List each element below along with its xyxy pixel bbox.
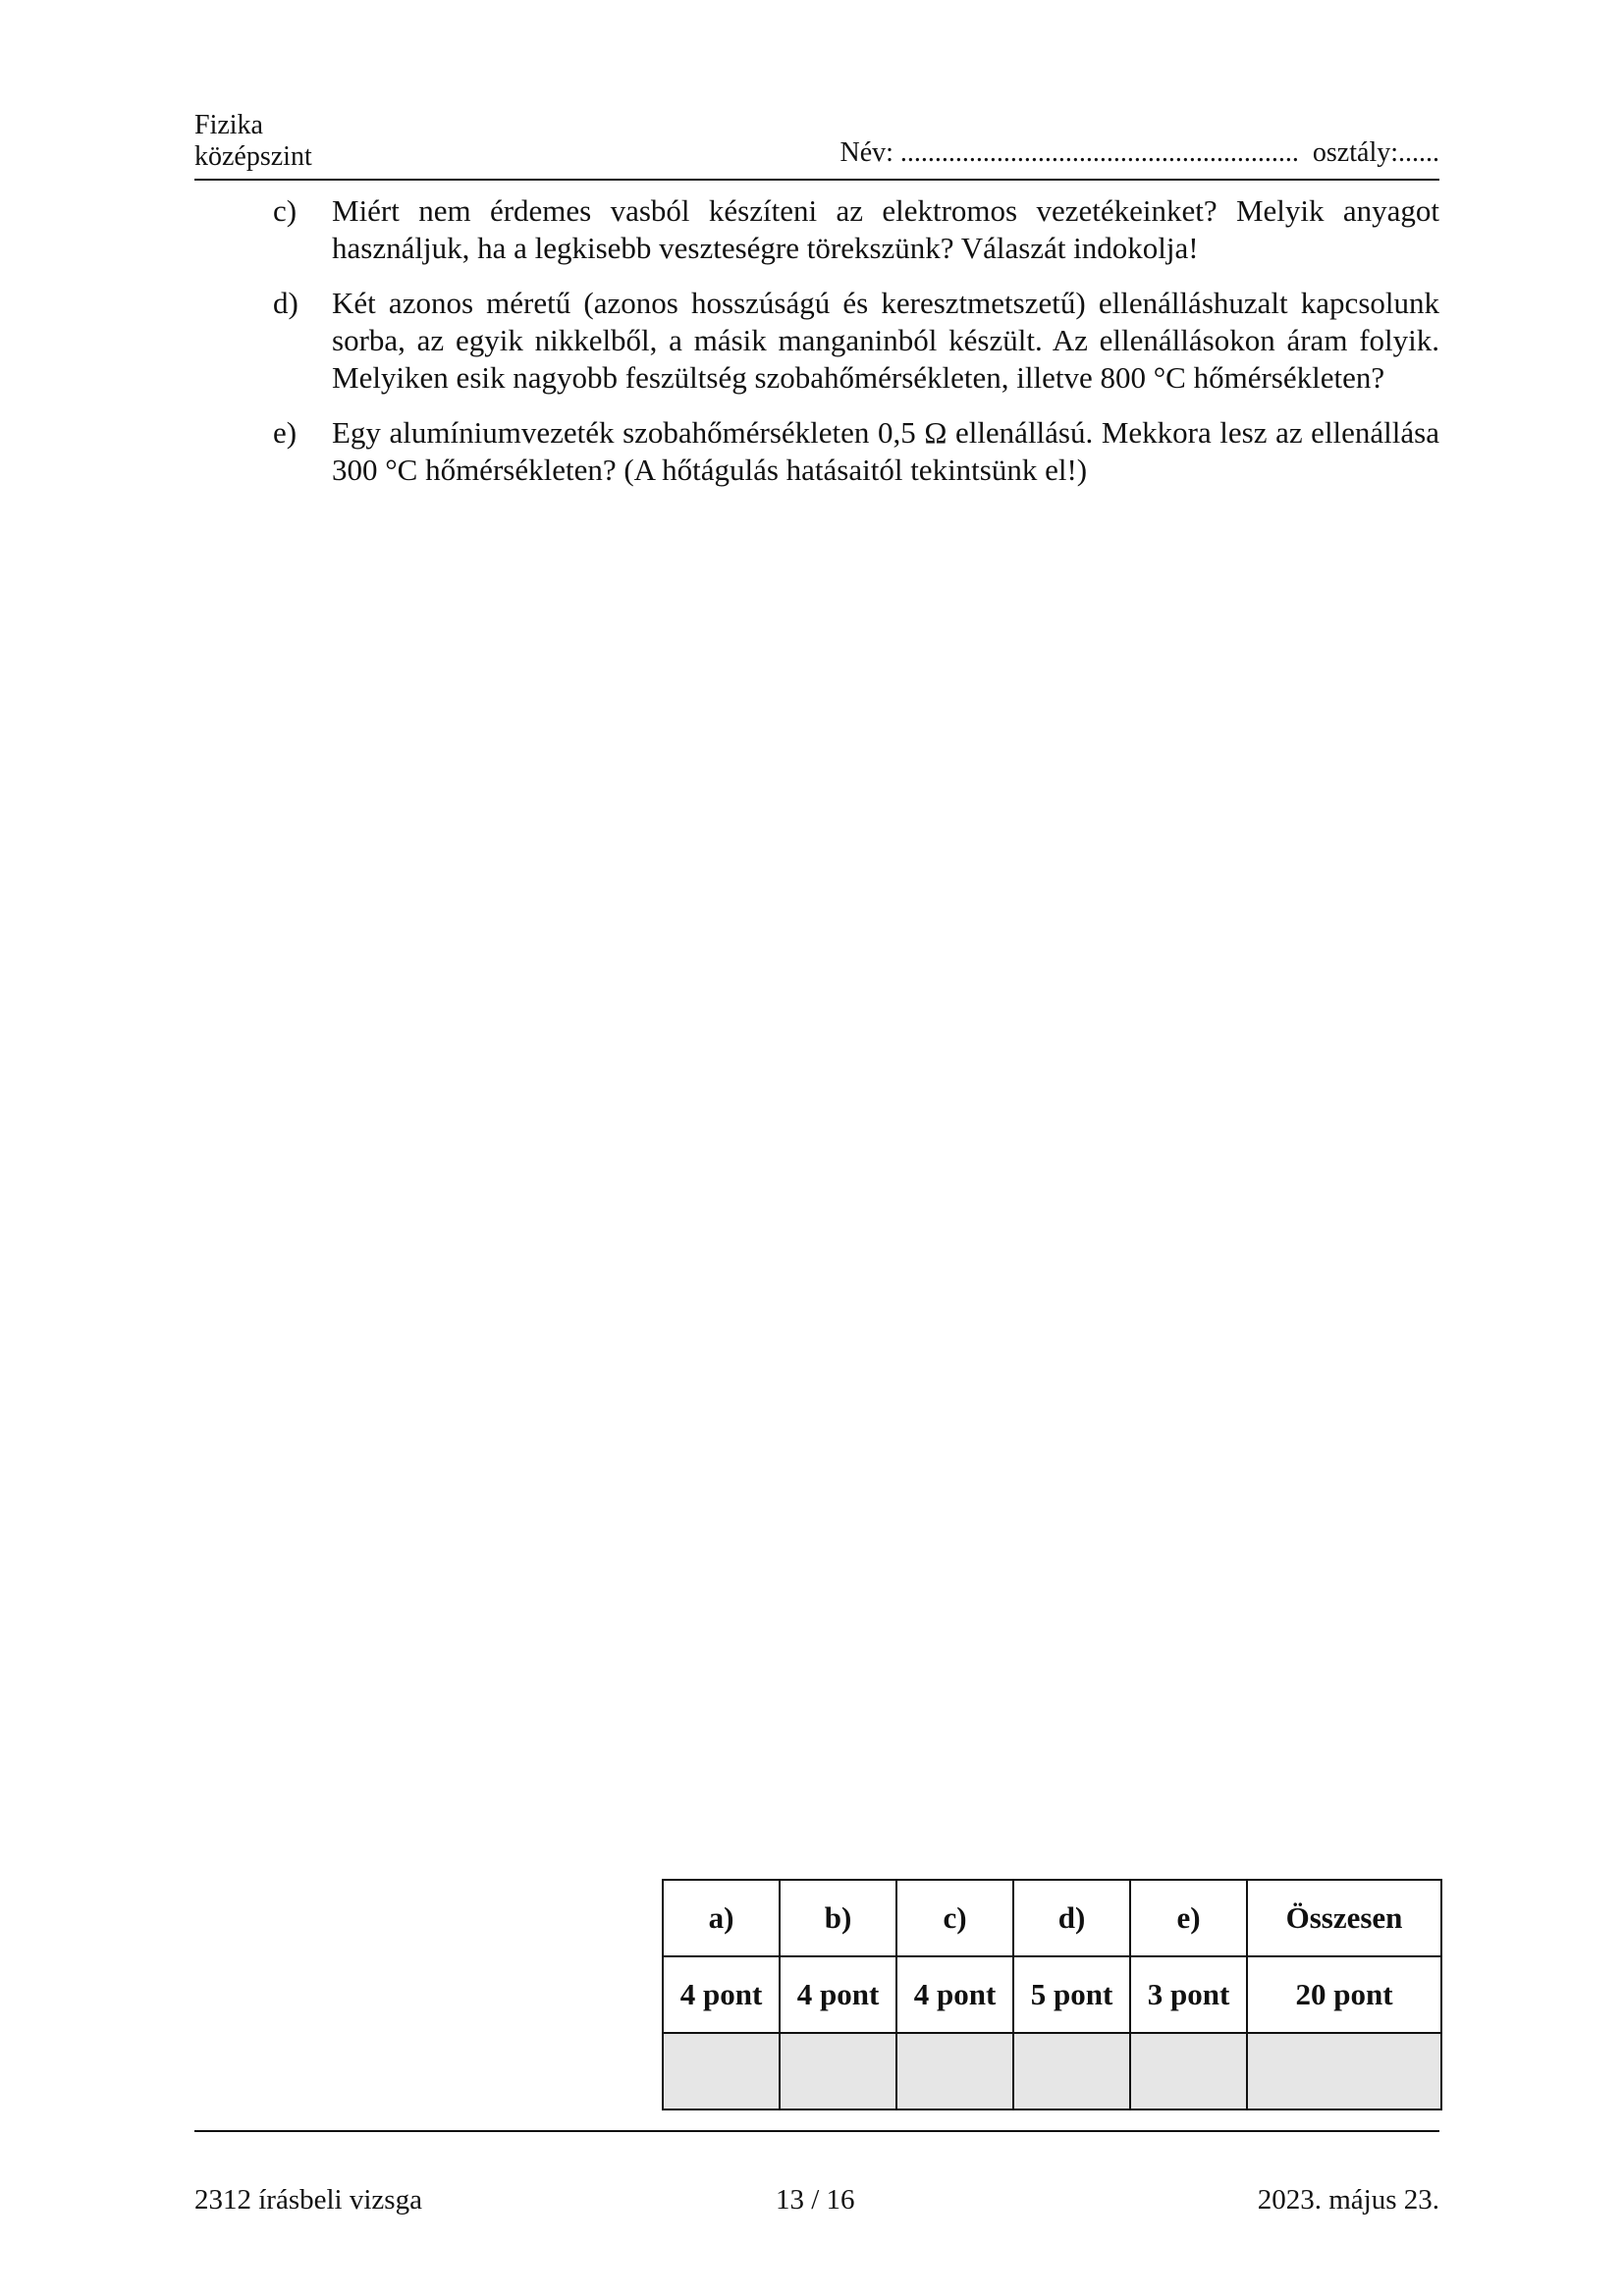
score-points-row (663, 1956, 1441, 2033)
score-header-row (663, 1880, 1441, 1956)
score-header-cell: d) (1013, 1880, 1130, 1956)
max-points-cell: 3 pont (1130, 1956, 1247, 2033)
subject-title: Fizika (194, 110, 263, 140)
max-points-cell: 20 pont (1247, 1956, 1441, 2033)
score-entry-cell (780, 2033, 896, 2109)
score-entry-cell (896, 2033, 1013, 2109)
class-field: osztály:...... (1312, 137, 1439, 168)
footer-date: 2023. május 23. (1257, 2184, 1439, 2216)
footer-exam-code: 2312 írásbeli vizsga (194, 2184, 422, 2216)
header-subject-block (194, 110, 312, 173)
score-header-cell: Összesen (1247, 1880, 1441, 1956)
score-header-cell: c) (896, 1880, 1013, 1956)
question-text: Két azonos méretű (azonos hosszúságú és keresztmetszetű) ellenálláshuzalt kapcsolunk sorba, az egyik nikkelből, a másik manganinból készült. Az ellenállásokon áram folyik. Melyiken esik nagyobb feszültség szobahőmérsékleten, illetve 800 °C hőmérsékleten? (332, 286, 1439, 395)
question-text: Egy alumíniumvezeték szobahőmérsékleten 0,5 Ω ellenállású. Mekkora lesz az ellenállása 300 °C hőmérsékleten? (A hőtágulás hatásaitól tekintsünk el!) (332, 415, 1439, 487)
question-label: d) (273, 286, 298, 320)
question-list (194, 192, 1439, 507)
name-field: Név: .......................................................... (839, 137, 1299, 168)
max-points-cell: 4 pont (663, 1956, 780, 2033)
score-header-cell: b) (780, 1880, 896, 1956)
question-label: e) (273, 415, 298, 450)
question-e (194, 414, 1439, 489)
subject-level: középszint (194, 141, 312, 172)
question-text: Miért nem érdemes vasból készíteni az elektromos vezetékeinket? Melyik anyagot használjuk, ha a legkisebb veszteségre törekszünk? Válaszát indokolja! (332, 193, 1439, 265)
student-info (839, 137, 1439, 169)
score-entry-cell (1130, 2033, 1247, 2109)
footer-page-number: 13 / 16 (776, 2184, 855, 2216)
max-points-cell: 4 pont (896, 1956, 1013, 2033)
score-table (662, 1879, 1442, 2110)
max-points-cell: 5 pont (1013, 1956, 1130, 2033)
header-divider (194, 179, 1439, 181)
footer-divider (194, 2130, 1439, 2132)
score-entry-cell (1247, 2033, 1441, 2109)
question-c (194, 192, 1439, 267)
score-header-cell: a) (663, 1880, 780, 1956)
score-entry-row (663, 2033, 1441, 2109)
score-header-cell: e) (1130, 1880, 1247, 1956)
score-entry-cell (1013, 2033, 1130, 2109)
question-d (194, 285, 1439, 397)
question-label: c) (273, 193, 298, 228)
score-entry-cell (663, 2033, 780, 2109)
max-points-cell: 4 pont (780, 1956, 896, 2033)
